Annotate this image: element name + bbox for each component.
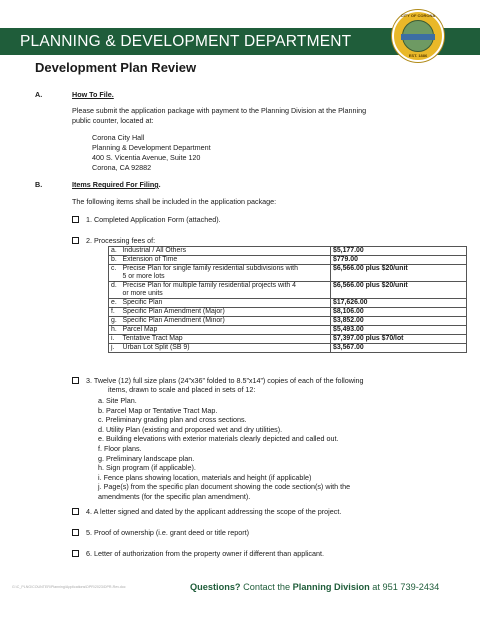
fee-letter: c. bbox=[109, 265, 121, 282]
footer-file-path: G:\C_PLNG\COUNTER\Planning\Applications\DPR\2023\DPR-Rev.doc bbox=[12, 585, 126, 589]
item-1-text: 1. Completed Application Form (attached). bbox=[86, 215, 221, 224]
fee-description bbox=[121, 282, 331, 299]
fee-amount: $3,852.00 bbox=[331, 317, 467, 326]
address-line: Planning & Development Department bbox=[92, 143, 211, 152]
fee-amount: $6,566.00 plus $20/unit bbox=[331, 265, 467, 282]
section-b-heading: Items Required For Filing bbox=[72, 180, 159, 189]
item-3-subitem: c. Preliminary grading plan and cross sections. bbox=[98, 415, 247, 425]
fee-description bbox=[121, 344, 331, 353]
item-3-subitem: f. Floor plans. bbox=[98, 444, 142, 453]
fee-row bbox=[109, 335, 467, 344]
fee-description-line: Precise Plan for multiple family residential projects with 4 bbox=[122, 282, 296, 289]
fee-description-line: Specific Plan Amendment (Minor) bbox=[122, 317, 225, 324]
item-2-checkbox[interactable] bbox=[72, 237, 79, 244]
fee-amount: $6,566.00 plus $20/unit bbox=[331, 282, 467, 299]
fee-amount: $8,106.00 bbox=[331, 308, 467, 317]
section-b-letter: B. bbox=[35, 180, 43, 189]
section-b-intro: The following items shall be included in the application package: bbox=[72, 197, 277, 206]
fee-row bbox=[109, 308, 467, 317]
fee-row bbox=[109, 282, 467, 299]
item-4-checkbox[interactable] bbox=[72, 508, 79, 515]
fee-description bbox=[121, 265, 331, 282]
fee-letter: j. bbox=[109, 344, 121, 353]
fee-letter: d. bbox=[109, 282, 121, 299]
section-a-paragraph-1: Please submit the application package with payment to the Planning Division at the Planning bbox=[72, 106, 367, 115]
fee-letter: a. bbox=[109, 247, 121, 256]
fee-description bbox=[121, 299, 331, 308]
section-b-heading-wrap bbox=[72, 180, 161, 189]
fee-amount: $779.00 bbox=[331, 256, 467, 265]
seal-top-text: CITY OF CORONA bbox=[400, 13, 436, 18]
fee-letter: e. bbox=[109, 299, 121, 308]
fee-letter: i. bbox=[109, 335, 121, 344]
section-b-heading-period: . bbox=[158, 180, 161, 189]
footer-planning-division-link[interactable]: Planning Division bbox=[292, 582, 370, 592]
fee-description-line: Extension of Time bbox=[122, 256, 178, 263]
fee-amount: $5,493.00 bbox=[331, 326, 467, 335]
item-3-checkbox[interactable] bbox=[72, 377, 79, 384]
fee-row bbox=[109, 344, 467, 353]
fee-row bbox=[109, 247, 467, 256]
footer-contact bbox=[190, 582, 439, 592]
item-3-subitem: b. Parcel Map or Tentative Tract Map. bbox=[98, 405, 218, 415]
fee-description-line: Parcel Map bbox=[122, 326, 158, 333]
fee-row bbox=[109, 265, 467, 282]
fee-description-line: 5 or more lots bbox=[122, 273, 165, 280]
fee-row bbox=[109, 326, 467, 335]
section-a-heading: How To File. bbox=[72, 90, 114, 99]
fee-description bbox=[121, 308, 331, 317]
item-3-line-1: 3. Twelve (12) full size plans (24”x36” folded to 8.5”x14”) copies of each of the following bbox=[86, 376, 364, 385]
fee-amount: $7,397.00 plus $70/lot bbox=[331, 335, 467, 344]
item-3-line-2: items, drawn to scale and placed in sets of 12: bbox=[108, 385, 256, 394]
section-a-letter: A. bbox=[35, 90, 43, 99]
fee-letter: g. bbox=[109, 317, 121, 326]
fee-description bbox=[121, 256, 331, 265]
fee-description-line: Tentative Tract Map bbox=[122, 335, 183, 342]
item-3-subitem: a. Site Plan. bbox=[98, 396, 137, 405]
fee-description bbox=[121, 335, 331, 344]
footer-phone[interactable]: at 951 739-2434 bbox=[369, 582, 440, 592]
item-3-subitem: g. Preliminary landscape plan. bbox=[98, 453, 195, 463]
item-3-subitem: d. Utility Plan (existing and proposed wet and dry utilities). bbox=[98, 424, 283, 434]
footer-questions: Questions? bbox=[190, 582, 241, 592]
fee-description bbox=[121, 317, 331, 326]
fee-letter: b. bbox=[109, 256, 121, 265]
item-6-checkbox[interactable] bbox=[72, 550, 79, 557]
fee-letter: h. bbox=[109, 326, 121, 335]
item-6-text: 6. Letter of authorization from the property owner if different than applicant. bbox=[86, 549, 324, 558]
fee-row bbox=[109, 317, 467, 326]
item-3-subitem: j. Page(s) from the specific plan document showing the code section(s) with the bbox=[98, 482, 351, 492]
fee-description-line: Specific Plan Amendment (Major) bbox=[122, 308, 225, 315]
fee-description-line: or more units bbox=[122, 290, 163, 297]
fee-description-line: Industrial / All Others bbox=[122, 247, 187, 254]
fee-description bbox=[121, 247, 331, 256]
department-title: PLANNING & DEVELOPMENT DEPARTMENT bbox=[20, 33, 352, 50]
seal-banner bbox=[401, 34, 435, 40]
item-3-subitem: h. Sign program (if applicable). bbox=[98, 463, 196, 473]
seal-bottom-text: EST. 1886 bbox=[408, 53, 428, 58]
item-1-checkbox[interactable] bbox=[72, 216, 79, 223]
processing-fees-table bbox=[108, 246, 467, 353]
fee-amount: $17,626.00 bbox=[331, 299, 467, 308]
item-3-subitem: i. Fence plans showing location, materials and height (if applicable) bbox=[98, 472, 312, 482]
footer-contact-the: Contact the bbox=[240, 582, 293, 592]
fee-description-line: Specific Plan bbox=[122, 299, 163, 306]
address-line: 400 S. Vicentia Avenue, Suite 120 bbox=[92, 153, 201, 162]
item-3-subitem: e. Building elevations with exterior materials clearly depicted and called out. bbox=[98, 434, 339, 444]
city-seal-icon bbox=[392, 10, 444, 62]
section-a-paragraph-2: public counter, located at: bbox=[72, 116, 154, 125]
document-title: Development Plan Review bbox=[35, 60, 197, 75]
fee-row bbox=[109, 299, 467, 308]
address-line: Corona City Hall bbox=[92, 133, 145, 142]
fee-description bbox=[121, 326, 331, 335]
fees-body bbox=[109, 247, 467, 353]
item-3-subitem: amendments (for the specific plan amendment). bbox=[98, 492, 251, 501]
address-line: Corona, CA 92882 bbox=[92, 163, 152, 172]
fee-description-line: Precise Plan for single family residential subdivisions with bbox=[122, 265, 298, 272]
item-5-text: 5. Proof of ownership (i.e. grant deed or title report) bbox=[86, 528, 249, 537]
item-4-text: 4. A letter signed and dated by the applicant addressing the scope of the project. bbox=[86, 507, 342, 516]
fee-letter: f. bbox=[109, 308, 121, 317]
fee-row bbox=[109, 256, 467, 265]
item-5-checkbox[interactable] bbox=[72, 529, 79, 536]
fee-amount: $5,177.00 bbox=[331, 247, 467, 256]
fee-amount: $3,567.00 bbox=[331, 344, 467, 353]
fee-description-line: Urban Lot Split (SB 9) bbox=[122, 344, 190, 351]
item-2-text: 2. Processing fees of: bbox=[86, 236, 156, 245]
